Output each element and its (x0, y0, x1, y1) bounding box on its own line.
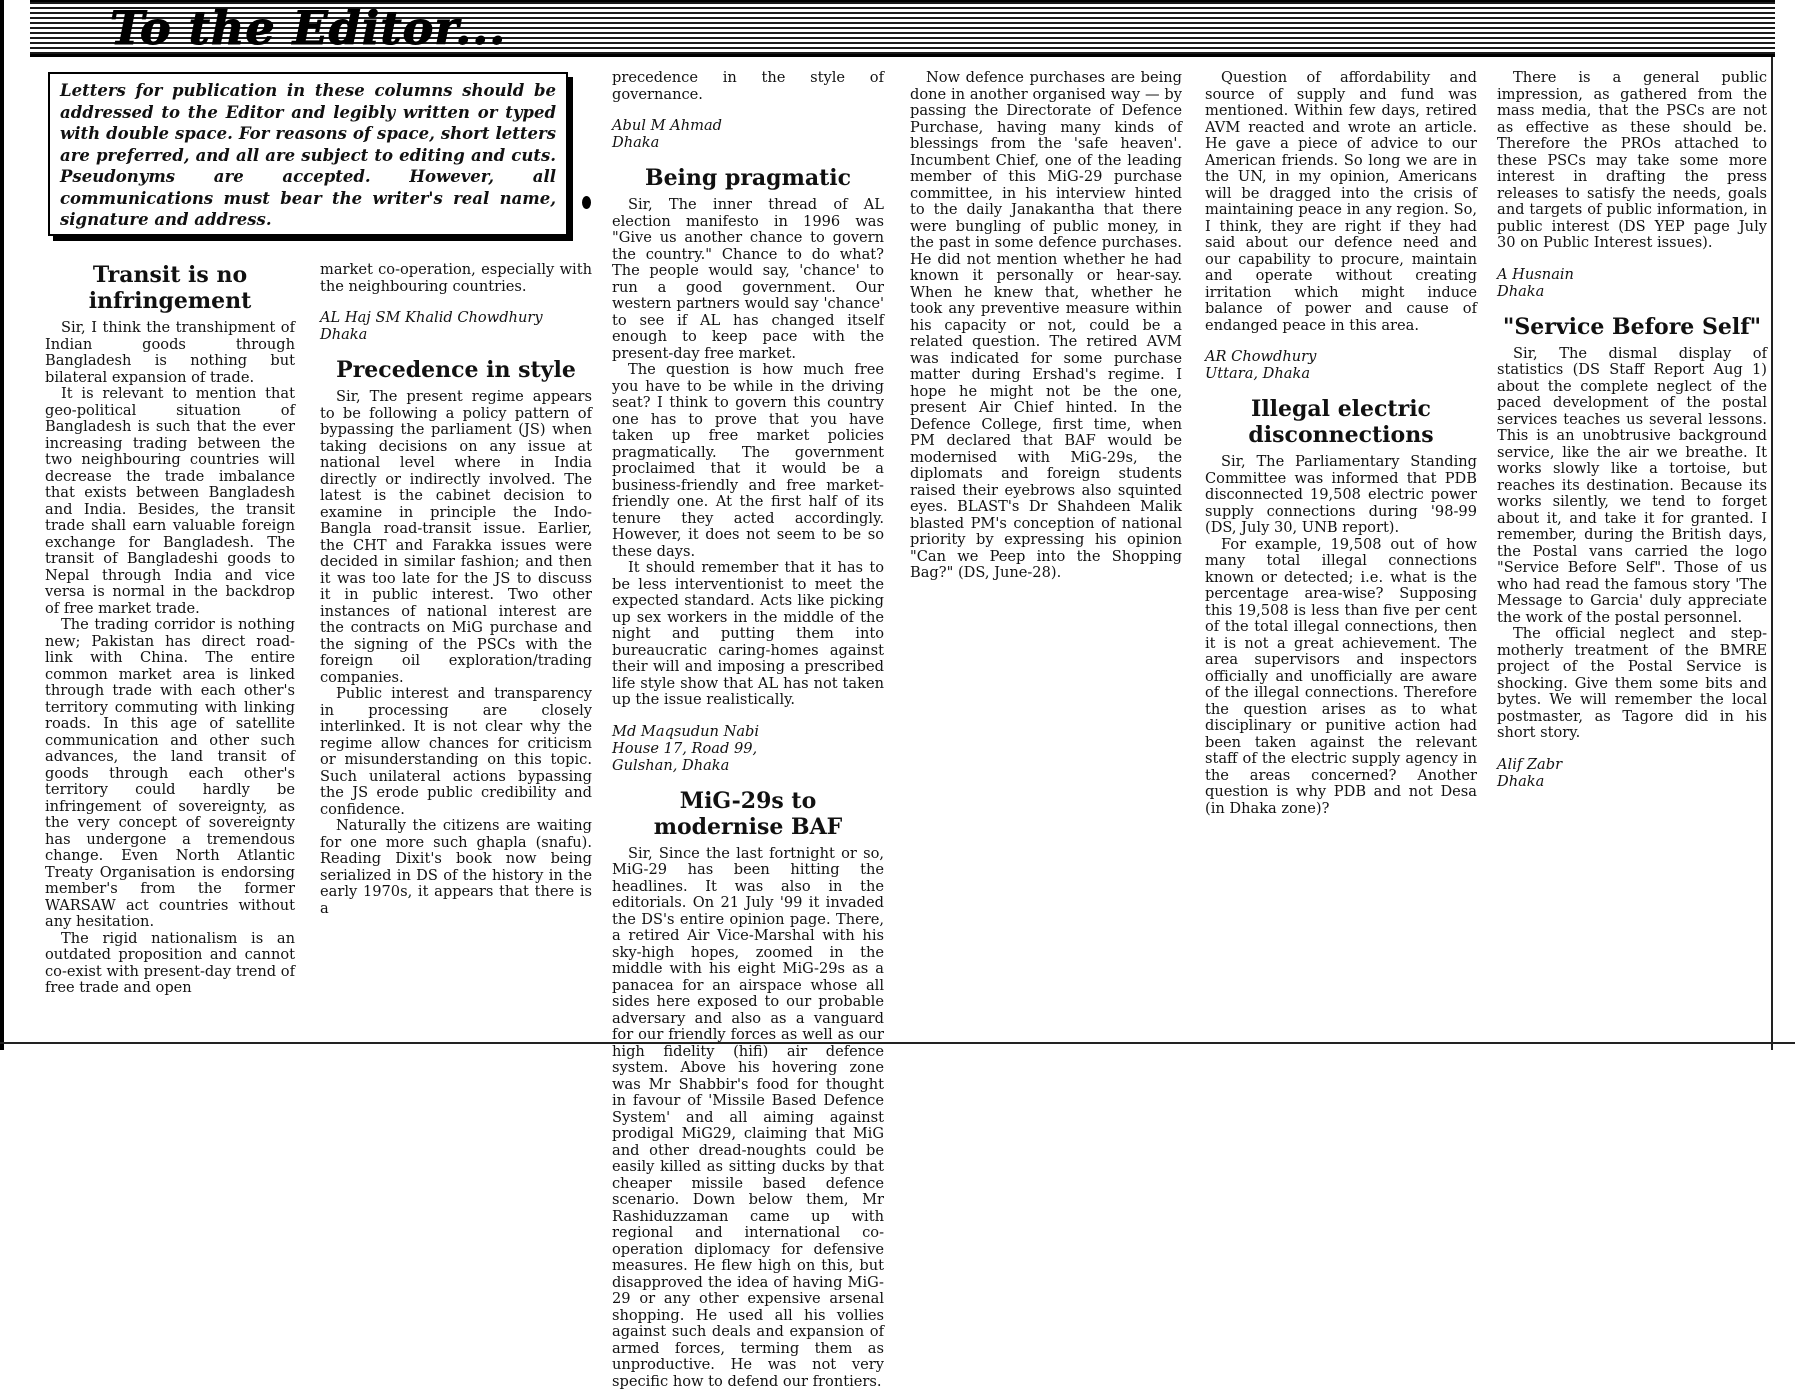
signature-name: AL Haj SM Khalid Chowdhury (320, 309, 592, 326)
headline-transit: Transit is no infringement (45, 262, 295, 314)
signature-name: AR Chowdhury (1205, 348, 1477, 365)
paragraph: Naturally the citizens are waiting for one more such ghapla (snafu). Reading Dixit's book now being serialized in DS of the history in the early 1970s, it appears that there is a (320, 818, 592, 917)
left-margin-rule (0, 0, 4, 1050)
column-3 (612, 70, 884, 1034)
paragraph: Sir, The inner thread of AL election manifesto in 1996 was "Give us another chance to govern the country." Chance to do what? The people would say, 'chance' to run a good government. Our western partners would say 'chance' to see if AL has changed itself enough to keep pace with the present-day free market. (612, 197, 884, 362)
paragraph-continued: market co-operation, especially with the neighbouring countries. (320, 262, 592, 295)
paragraph: It should remember that it has to be less interventionist to meet the expected standard. Acts like picking up sex workers in the middle of the night and putting them into bureaucratic caring-homes against their will and imposing a prescribed life style show that AL has not taken up the issue realistically. (612, 560, 884, 709)
signature-place: Dhaka (1497, 773, 1767, 790)
signature-place: Dhaka (1497, 283, 1767, 300)
signature-name: A Husnain (1497, 266, 1767, 283)
signature-precedence (612, 117, 884, 151)
column-4 (910, 70, 1182, 1034)
paragraph-continued: precedence in the style of governance. (612, 70, 884, 103)
headline-precedence: Precedence in style (320, 357, 592, 383)
signature-place: Uttara, Dhaka (1205, 365, 1477, 382)
headline-pragmatic: Being pragmatic (612, 165, 884, 191)
paragraph: The question is how much free you have to be while in the driving seat? I think to govern this country one has to prove that you have taken up free market policies pragmatically. The government proclaimed that it would be a business-friendly and free market-friendly one. At the first half of its tenure they acted accordingly. However, it does not seem to be so these days. (612, 362, 884, 560)
signature-name: Md Maqsudun Nabi (612, 723, 884, 740)
paragraph: There is a general public impression, as gathered from the mass media, that the PSCs are not as effective as these should be. Therefore the PROs attached to these PSCs may take some more interest in drafting the press releases to satisfy the needs, goals and targets of public information, in public interest (DS YEP page July 30 on Public Interest issues). (1497, 70, 1767, 252)
paragraph: Sir, The Parliamentary Standing Committee was informed that PDB disconnected 19,508 electric power supply connections during '98-99 (DS, July 30, UNB report). (1205, 454, 1477, 537)
paragraph: Sir, The present regime appears to be following a policy pattern of bypassing the parliament (JS) when taking decisions on any issue at national level where in India directly or indirectly involved. The latest is the cabinet decision to examine in principle the Indo-Bangla road-transit issue. Earlier, the CHT and Farakka issues were decided in similar fashion; and then it was too late for the JS to discuss it in public interest. Two other instances of national interest are the contracts on MiG purchase and the signing of the PSCs with the foreign oil exploration/trading companies. (320, 389, 592, 686)
paragraph: The rigid nationalism is an outdated proposition and cannot co-exist with present-day trend of free trade and open (45, 931, 295, 997)
section-title: To the Editor... (110, 4, 506, 52)
paragraph: The official neglect and step-motherly treatment of the BMRE project of the Postal Service is shocking. Give them some bits and bytes. We will remember the local postmaster, as Tagore did in his short story. (1497, 626, 1767, 742)
column-5 (1205, 70, 1477, 1034)
editorial-notice-box: Letters for publication in these columns should be addressed to the Editor and legibly written or typed with double space. For reasons of space, short letters are preferred, and all are subject to editing and cuts. Pseudonyms are accepted. However, all communications must bear the writer's real name, signature and address. (48, 72, 568, 236)
signature-electric (1497, 266, 1767, 300)
paragraph: Now defence purchases are being done in another organised way — by passing the Directorate of Defence Purchase, having many kinds of blessings from the 'safe heaven'. Incumbent Chief, one of the leading member of this MiG-29 purchase committee, in his interview hinted to the daily Janakantha that there were bungling of public money, in the past in some defence purchases. He did not mention whether he had known it personally or hear-say. When he knew that, whether he took any preventive measure within his capacity or not, could be a related question. The retired AVM was indicated for some purchase matter during Ershad's regime. I hope he might not be the one, present Air Chief hinted. In the Defence College, first time, when PM declared that BAF would be modernised with MiG-29s, the diplomats and foreign students raised their eyebrows also squinted eyes. BLAST's Dr Shahdeen Malik blasted PM's conception of national priority by expressing his opinion "Can we Peep into the Shopping Bag?" (DS, June-28). (910, 70, 1182, 582)
paragraph: The trading corridor is nothing new; Pakistan has direct road-link with China. The entire common market area is linked through trade with each other's territory commuting with linking roads. In this age of satellite communication and other such advances, the land transit of goods through each other's territory could hardly be infringement of sovereignty, as the very concept of sovereignty has undergone a tremendous change. Even North Atlantic Treaty Organisation is endorsing member's from the former WARSAW act countries without any hesitation. (45, 617, 295, 931)
headline-electric: Illegal electric disconnections (1205, 396, 1477, 448)
section-banner (30, 0, 1775, 57)
signature-name: Abul M Ahmad (612, 117, 884, 134)
right-margin-rule (1771, 0, 1773, 1050)
paragraph: Public interest and transparency in processing are closely interlinked. It is not clear why the regime allow chances for criticism or misunderstanding on this topic. Such unilateral actions bypassing the JS erode public credibility and confidence. (320, 686, 592, 818)
paragraph: Sir, The dismal display of statistics (DS Staff Report Aug 1) about the complete neglect of the paced development of the postal services teaches us several lessons. This is an unobtrusive background service, like the air we breathe. It works slowly like a tortoise, but reaches its destination. Because its works silently, we tend to forget about it, and take it for granted. I remember, during the British days, the Postal vans carried the logo "Service Before Self". Those of us who had read the famous story 'The Message to Garcia' duly appreciate the work of the postal personnel. (1497, 346, 1767, 627)
bullet-dot-icon (582, 196, 591, 209)
column-1 (45, 262, 295, 1034)
signature-place: Dhaka (320, 326, 592, 343)
signature-place: Dhaka (612, 134, 884, 151)
signature-place: Gulshan, Dhaka (612, 757, 884, 774)
bottom-margin-rule (0, 1042, 1795, 1044)
signature-mig (1205, 348, 1477, 382)
paragraph: For example, 19,508 out of how many total illegal connections known or detected; i.e. what is the percentage area-wise? Supposing this 19,508 is less than five per cent of the total illegal connections, then it is not a great achievement. The area supervisors and inspectors officially and unofficially are aware of the illegal connections. Therefore the question arises as to what disciplinary or punitive action had been taken against the relevant staff of the electric supply agency in the areas concerned? Another question is why PDB and not Desa (in Dhaka zone)? (1205, 537, 1477, 818)
paragraph: Sir, I think the transhipment of Indian goods through Bangladesh is nothing but bilateral expansion of trade. (45, 320, 295, 386)
signature-pragmatic (612, 723, 884, 774)
signature-service (1497, 756, 1767, 790)
column-6 (1497, 70, 1767, 1034)
paragraph: Question of affordability and source of supply and fund was mentioned. Within few days, retired AVM reacted and wrote an article. He gave a piece of advice to our American friends. So long we are in the UN, in my opinion, Americans will be dragged into the crisis of maintaining peace in any region. So, I think, they are right if they had said about our defence need and our capability to procure, maintain and operate without creating irritation which might induce balance of power and cause of endanged peace in this area. (1205, 70, 1477, 334)
headline-service: "Service Before Self" (1497, 314, 1767, 340)
paragraph: It is relevant to mention that geo-political situation of Bangladesh is such that the ever increasing trading between the two neighbouring countries will decrease the trade imbalance that exists between Bangladesh and India. Besides, the transit trade shall earn valuable foreign exchange for Bangladesh. The transit of Bangladeshi goods to Nepal through India and vice versa is normal in the backdrop of free market trade. (45, 386, 295, 617)
column-2 (320, 262, 592, 1034)
headline-mig: MiG-29s to modernise BAF (612, 788, 884, 840)
signature-transit (320, 309, 592, 343)
paragraph: Sir, Since the last fortnight or so, MiG-29 has been hitting the headlines. It was also in the editorials. On 21 July '99 it invaded the DS's entire opinion page. There, a retired Air Vice-Marshal with his sky-high hopes, zoomed in the middle with his eight MiG-29s as a panacea for an airspace whose all sides here exposed to our probable adversary and also as a vanguard for our friendly forces as well as our high fidelity (hifi) air defence system. Above his hovering zone was Mr Shabbir's food for thought in favour of 'Missile Based Defence System' and all aiming against prodigal MiG29, claiming that MiG and other dread-noughts could be easily killed as sitting ducks by that cheaper missile based defence scenario. Down below them, Mr Rashiduzzaman came up with regional and international co-operation diplomacy for defensive measures. He flew high on this, but disapproved the idea of having MiG-29 or any other expensive arsenal shopping. He used all his vollies against such deals and expansion of armed forces, terming them as unproductive. He was not very specific how to defend our frontiers. (612, 846, 884, 1390)
signature-address: House 17, Road 99, (612, 740, 884, 757)
signature-name: Alif Zabr (1497, 756, 1767, 773)
